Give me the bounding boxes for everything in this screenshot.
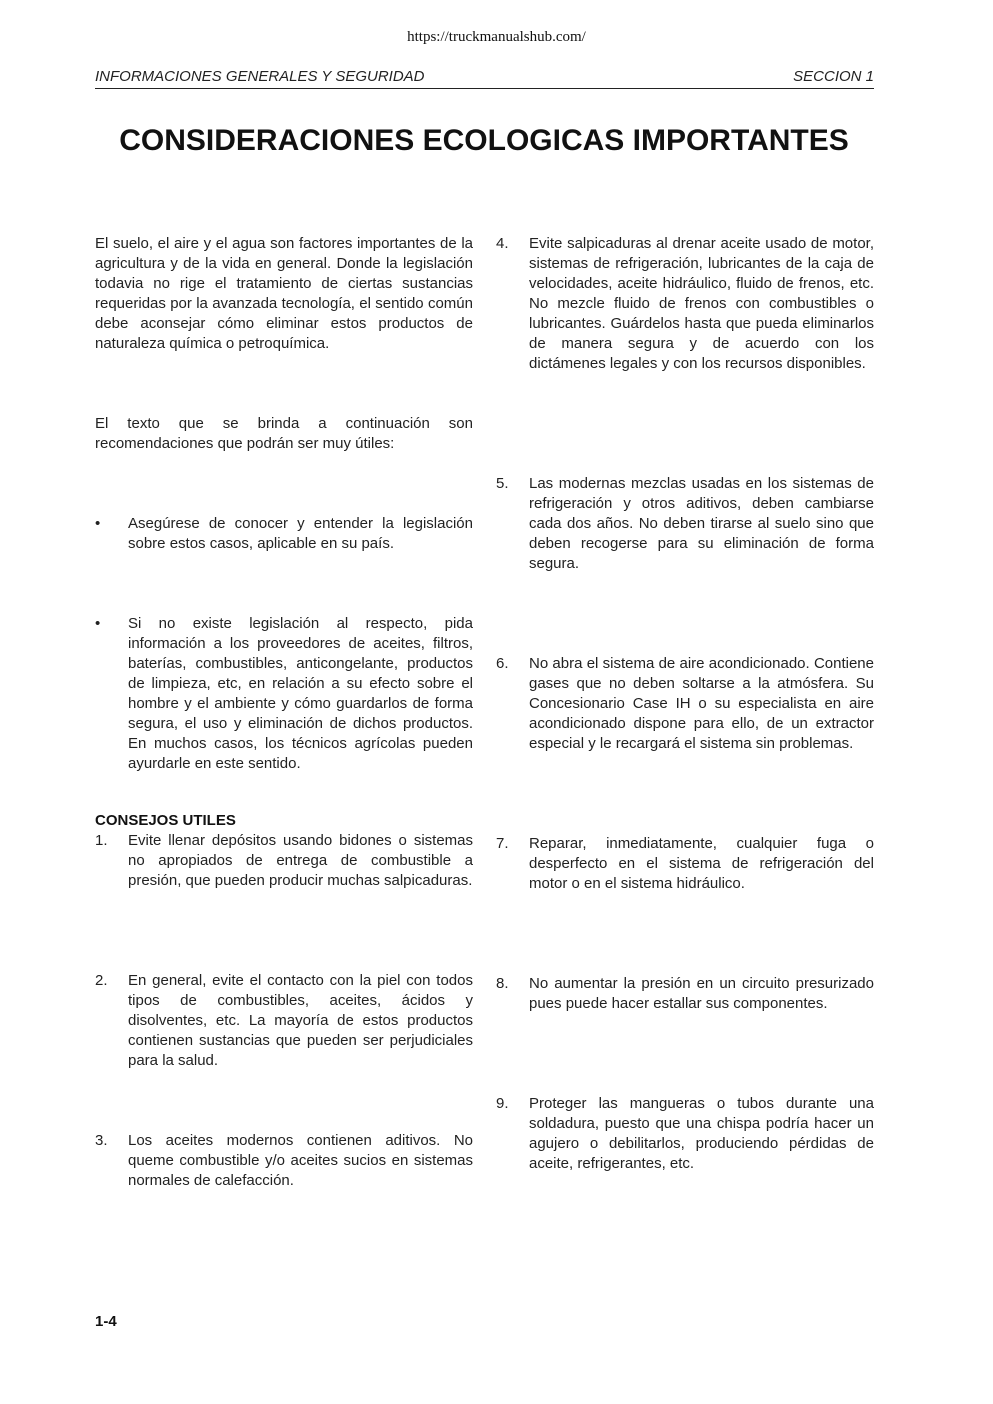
consejo-item: [496, 974, 874, 1014]
consejo-item: [95, 1131, 473, 1191]
consejo-item: [496, 1094, 874, 1174]
item-text: En general, evite el contacto con la piel con todos tipos de combustibles, aceites, ácidos y disolventes, etc. La mayoría de estos productos contienen sustancias que pueden ser perjudiciales para la salud.: [128, 972, 473, 1069]
item-number: 6.: [496, 655, 509, 672]
item-text: Evite llenar depósitos usando bidones o sistemas no apropiados de entrega de combustible a presión, que pueden producir muchas salpicaduras.: [128, 832, 473, 889]
intro-paragraph: El suelo, el aire y el agua son factores importantes de la agricultura y de la vida en general. Donde la legislación todavia no rige el tratamiento de ciertas sustancias requeridas por la avanzada tecnología, el sentido común debe aconsejar cómo eliminar estos productos de naturaleza química o petroquímica.: [95, 235, 473, 352]
page-header: [95, 68, 874, 89]
bullet-text: Si no existe legislación al respecto, pida información a los proveedores de aceites, filtros, baterías, combustibles, anticongelante, productos de limpieza, etc, en relación a su efecto sobre el hombre y el ambiente y cómo guardarlos de forma segura, el uso y eliminación de dichos productos. En muchos casos, los técnicos agrícolas pueden ayurdarle en este sentido.: [128, 615, 473, 772]
item-number: 2.: [95, 972, 108, 989]
item-number: 8.: [496, 975, 509, 992]
item-number: 5.: [496, 475, 509, 492]
item-number: 3.: [95, 1132, 108, 1149]
page-number: 1-4: [95, 1313, 117, 1330]
bullet-item: [95, 514, 473, 554]
bullet-item: [95, 614, 473, 774]
item-text: Proteger las mangueras o tubos durante una soldadura, puesto que una chispa podría hacer un agujero o debilitarlos, produciendo pérdidas de aceite, refrigerantes, etc.: [529, 1095, 874, 1172]
consejos-heading: CONSEJOS UTILES: [95, 812, 236, 829]
item-number: 9.: [496, 1095, 509, 1112]
item-text: No aumentar la presión en un circuito presurizado pues puede hacer estallar sus componentes.: [529, 975, 874, 1012]
bullet-marker: •: [95, 615, 101, 632]
consejo-item: [496, 234, 874, 374]
item-number: 7.: [496, 835, 509, 852]
intro-lead-paragraph: El texto que se brinda a continuación son recomendaciones que podrán ser muy útiles:: [95, 415, 473, 452]
item-text: Reparar, inmediatamente, cualquier fuga o desperfecto en el sistema de refrigeración del motor o en el sistema hidráulico.: [529, 835, 874, 892]
consejo-item: [496, 474, 874, 574]
item-text: Los aceites modernos contienen aditivos. No queme combustible y/o aceites sucios en sistemas normales de calefacción.: [128, 1132, 473, 1189]
item-number: 4.: [496, 235, 509, 252]
consejo-item: [496, 654, 874, 754]
bullet-text: Asegúrese de conocer y entender la legislación sobre estos casos, aplicable en su país.: [128, 515, 473, 552]
bullet-marker: •: [95, 515, 101, 532]
item-text: No abra el sistema de aire acondicionado. Contiene gases que no deben soltarse a la atmósfera. Su Concesionario Case IH o su especialista en aire acondicionado dispone para ello, de un extractor especial y le recargará el sistema sin problemas.: [529, 655, 874, 752]
item-text: Las modernas mezclas usadas en los sistemas de refrigeración y otros aditivos, deben cambiarse cada dos años. No deben tirarse al suelo sino que deben recogerse para su eliminación de forma segura.: [529, 475, 874, 572]
consejo-item: [95, 831, 473, 891]
item-number: 1.: [95, 832, 108, 849]
source-url: https://truckmanualshub.com/: [407, 29, 586, 45]
item-text: Evite salpicaduras al drenar aceite usado de motor, sistemas de refrigeración, lubricantes de la caja de velocidades, aceite hidráulico, fluido de frenos, etc. No mezcle fluido de frenos con combustibles o lubricantes. Guárdelos hasta que pueda eliminarlos de manera segura y de acuerdo con los dictámenes legales y con los recursos disponibles.: [529, 235, 874, 372]
consejo-item: [95, 971, 473, 1071]
consejo-item: [496, 834, 874, 894]
header-section-number: SECCION 1: [793, 68, 874, 85]
header-section-title: INFORMACIONES GENERALES Y SEGURIDAD: [95, 68, 425, 85]
page-title: CONSIDERACIONES ECOLOGICAS IMPORTANTES: [119, 124, 849, 157]
